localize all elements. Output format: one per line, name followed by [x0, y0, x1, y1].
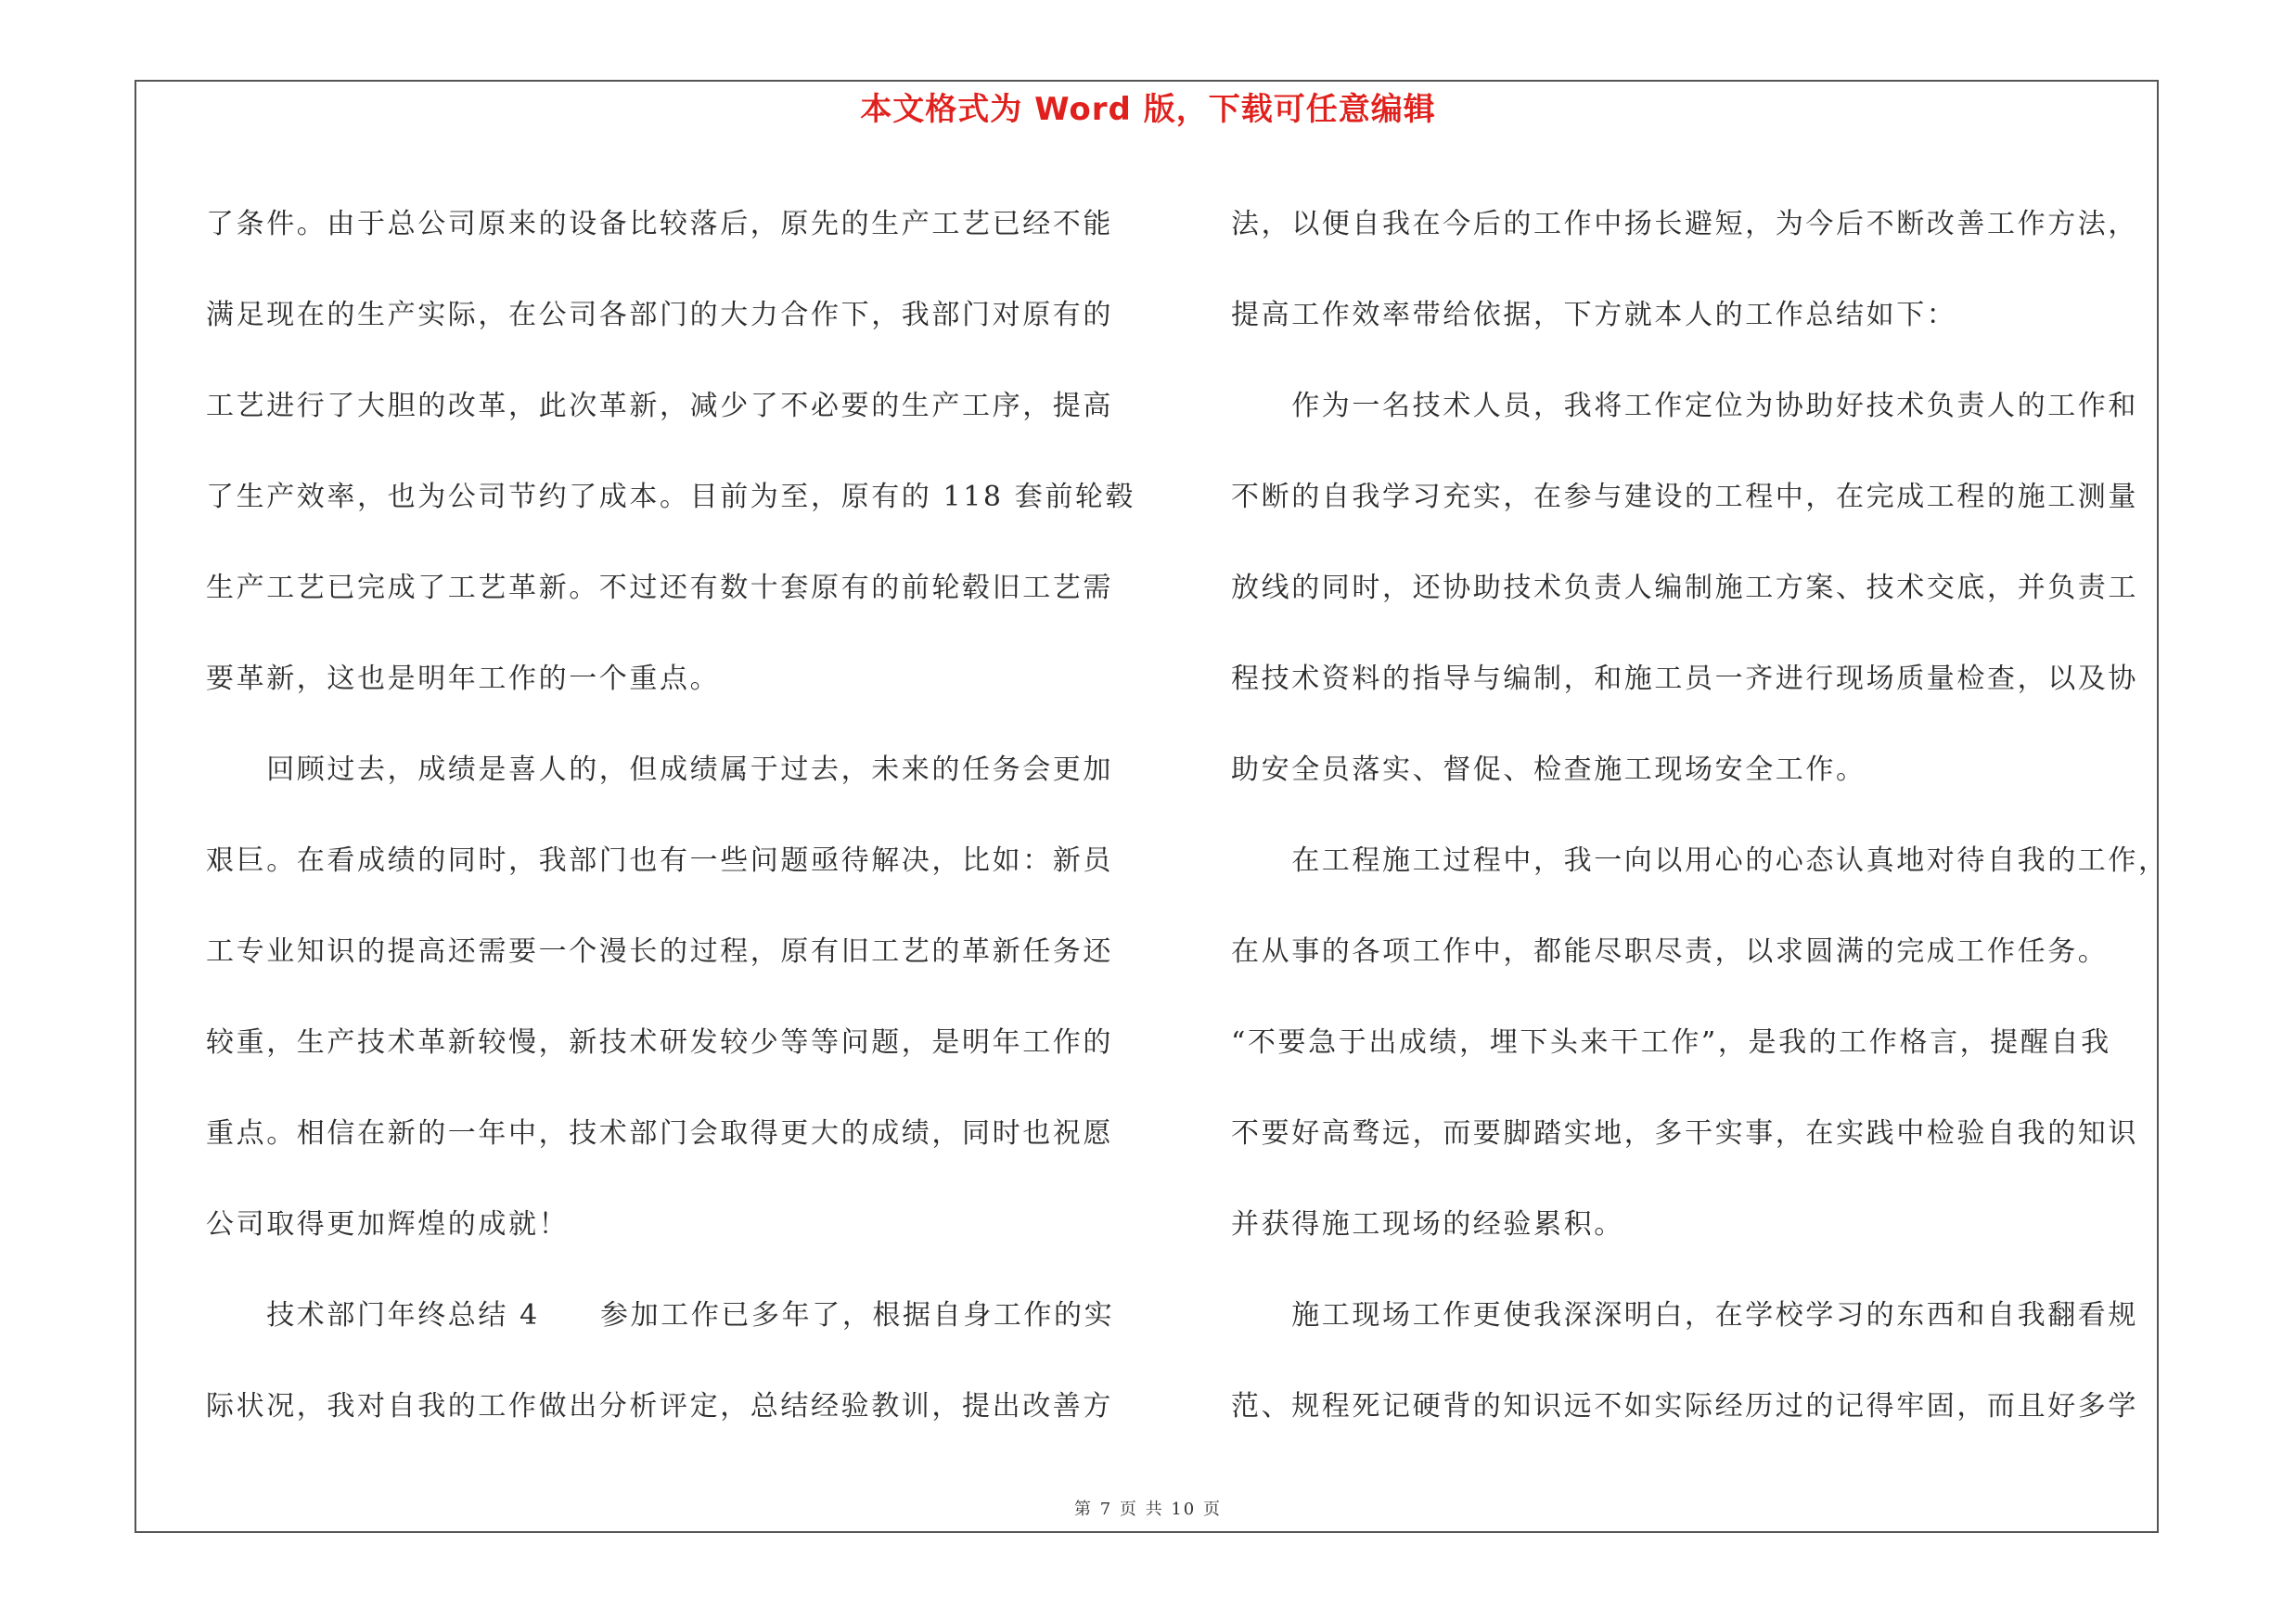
text-line: 了条件。由于总公司原来的设备比较落后，原先的生产工艺已经不能	[206, 208, 1113, 240]
text-line: 法，以便自我在今后的工作中扬长避短，为今后不断改善工作方法，	[1231, 208, 2138, 240]
right-text-column	[1231, 179, 2168, 1452]
text-line: 工艺进行了大胆的改革，此次革新，减少了不必要的生产工序，提高	[206, 390, 1113, 422]
page-number-footer: 第 7 页 共 10 页	[1074, 1500, 1222, 1519]
text-line: 在从事的各项工作中，都能尽职尽责，以求圆满的完成工作任务。	[1231, 935, 2109, 968]
text-line: 回顾过去，成绩是喜人的，但成绩属于过去，未来的任务会更加	[206, 754, 1113, 786]
text-line: 助安全员落实、督促、检查施工现场安全工作。	[1231, 754, 1866, 786]
text-line: 重点。相信在新的一年中，技术部门会取得更大的成绩，同时也祝愿	[206, 1117, 1113, 1150]
text-line: 满足现在的生产实际，在公司各部门的大力合作下，我部门对原有的	[206, 299, 1113, 331]
format-notice-banner: 本文格式为 Word 版，下载可任意编辑	[860, 91, 1436, 128]
text-line: 并获得施工现场的经验累积。	[1231, 1208, 1624, 1241]
text-line: 作为一名技术人员，我将工作定位为协助好技术负责人的工作和	[1231, 390, 2138, 422]
text-line: 不要好高骛远，而要脚踏实地，多干实事，在实践中检验自我的知识	[1231, 1117, 2138, 1150]
text-line: 技术部门年终总结 4 参加工作已多年了，根据自身工作的实	[206, 1299, 1115, 1332]
text-line: “不要急于出成绩，埋下头来干工作”，是我的工作格言，提醒自我	[1231, 1026, 2111, 1059]
text-line: 提高工作效率带给依据，下方就本人的工作总结如下：	[1231, 299, 1957, 331]
text-line: 了生产效率，也为公司节约了成本。目前为至，原有的 118 套前轮毂	[206, 481, 1136, 513]
left-text-column	[206, 179, 1136, 1452]
text-line: 要革新，这也是明年工作的一个重点。	[206, 663, 721, 695]
text-line: 生产工艺已完成了工艺革新。不过还有数十套原有的前轮毂旧工艺需	[206, 572, 1113, 604]
text-line: 程技术资料的指导与编制，和施工员一齐进行现场质量检查，以及协	[1231, 663, 2138, 695]
text-line: 不断的自我学习充实，在参与建设的工程中，在完成工程的施工测量	[1231, 481, 2138, 513]
text-line: 际状况，我对自我的工作做出分析评定，总结经验教训，提出改善方	[206, 1390, 1113, 1423]
text-line: 施工现场工作更使我深深明白，在学校学习的东西和自我翻看规	[1231, 1299, 2138, 1332]
text-line: 公司取得更加辉煌的成就！	[206, 1208, 570, 1241]
text-line: 放线的同时，还协助技术负责人编制施工方案、技术交底，并负责工	[1231, 572, 2138, 604]
text-line: 范、规程死记硬背的知识远不如实际经历过的记得牢固，而且好多学	[1231, 1390, 2138, 1423]
text-line: 工专业知识的提高还需要一个漫长的过程，原有旧工艺的革新任务还	[206, 935, 1113, 968]
text-line: 较重，生产技术革新较慢，新技术研发较少等等问题，是明年工作的	[206, 1026, 1113, 1059]
text-line: 在工程施工过程中，我一向以用心的心态认真地对待自我的工作，	[1231, 844, 2169, 877]
text-line: 艰巨。在看成绩的同时，我部门也有一些问题亟待解决，比如：新员	[206, 844, 1113, 877]
